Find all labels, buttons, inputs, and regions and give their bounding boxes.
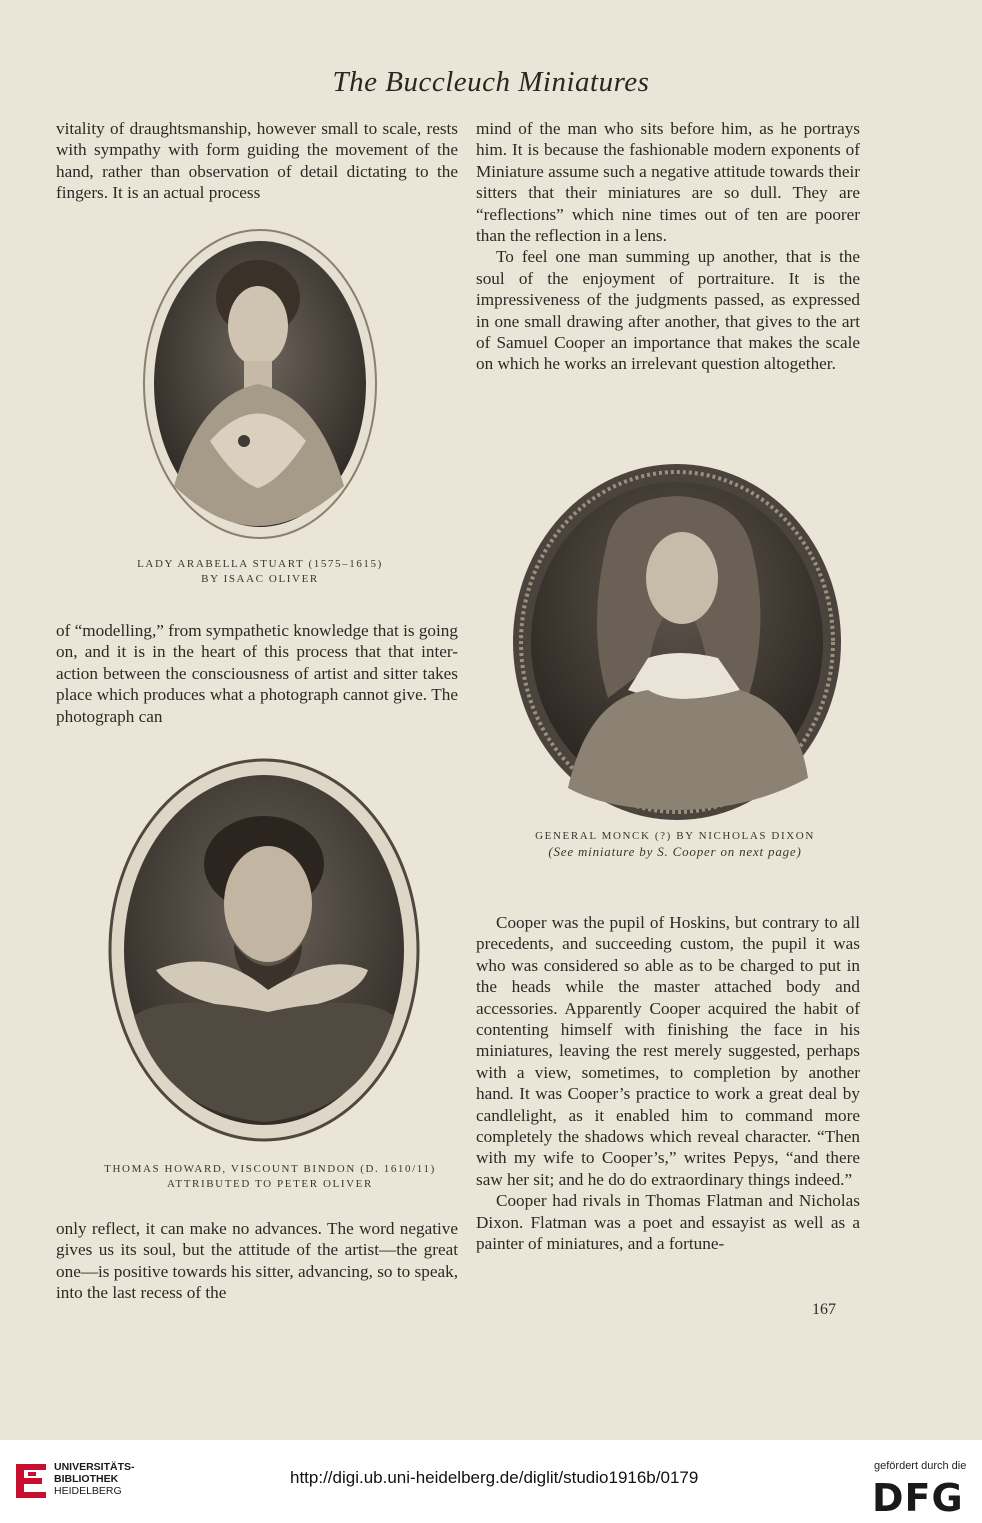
library-name: [54, 1461, 135, 1497]
left-text-block-1: [56, 118, 458, 204]
library-name-line-2: BIBLIOTHEK: [54, 1473, 119, 1485]
portrait-thomas-howard: [106, 756, 422, 1148]
right-text-block-2: [476, 912, 860, 1255]
portrait-general-monck: [508, 458, 846, 826]
library-name-line-1: UNIVERSITÄTS-: [54, 1461, 135, 1473]
dfg-logo: DFG: [872, 1476, 964, 1520]
caption-monck: [490, 829, 860, 859]
right-text-block-1: [476, 118, 860, 375]
university-library-logo-icon: [12, 1458, 50, 1510]
funder-label: gefördert durch die: [874, 1460, 967, 1472]
running-title: The Buccleuch Miniatures: [332, 66, 650, 98]
caption-howard-line-1: THOMAS HOWARD, VISCOUNT BINDON (D. 1610/11): [104, 1163, 436, 1175]
right-paragraph-3: Cooper was the pupil of Hoskins, but contrary to all precedents, and succeeding custom, the pupil it was who was considered so able as to be charged to put in the heads while the master attached body and accessories. Apparently Cooper acquired the habit of contenting himself with finishing the face in his miniatures, leaving the rest merely suggested, perhaps with a view, sometimes, to completion by another hand. It was Cooper’s practice to work a great deal by candlelight, as it enabled him to command more completely the shadows which reveal character. “Then with my wife to Cooper’s,” writes Pepys, “and there saw her sit; and he do do extraordinary things indeed.”: [476, 913, 860, 1189]
left-text-block-3: [56, 1218, 458, 1304]
left-text-block-2: [56, 620, 458, 727]
left-paragraph-3: only reflect, it can make no advances. The word negative gives us its soul, but the attitude of the artist—the great one—is positive towards his sitter, advancing, so to speak, into the last recess of the: [56, 1219, 458, 1303]
right-paragraph-4: Cooper had rivals in Thomas Flatman and Nicholas Dixon. Flatman was a poet and essayist as well as a painter of miniatures, and a fortune-: [476, 1191, 860, 1254]
caption-howard: [70, 1162, 470, 1192]
caption-howard-line-2: ATTRIBUTED TO PETER OLIVER: [167, 1178, 373, 1190]
portrait-arabella-stuart: [140, 226, 380, 542]
left-paragraph-1: vitality of draughtsmanship, however small to scale, rests with sympathy with form guiding the movement of the hand, rather than observation of detail dictating to the fingers. It is an actual process: [56, 119, 458, 203]
left-paragraph-2: of “modelling,” from sympathetic knowledge that is going on, and it is in the heart of this process that that inter-action between the consciousness of artist and sitter takes place which produces what a photograph cannot give. The photograph can: [56, 621, 458, 726]
caption-arabella: [100, 557, 420, 587]
caption-arabella-line-2: BY ISAAC OLIVER: [201, 573, 319, 585]
right-paragraph-1: mind of the man who sits before him, as he portrays him. It is because the fashionable modern exponents of Miniature assume such a negative attitude towards their sitters that their miniatures are so dull. They are “reflections” which nine times out of ten are poorer than the reflection in a lens.: [476, 119, 860, 246]
right-paragraph-2: To feel one man summing up another, that is the soul of the enjoyment of portraiture. It is the impressiveness of the judgments passed, as expressed in one small drawing after another, that gives to the art of Samuel Cooper an importance that makes the scale on which he works an irrelevant question altogether.: [476, 247, 860, 374]
source-url[interactable]: http://digi.ub.uni-heidelberg.de/diglit/studio1916b/0179: [290, 1468, 699, 1487]
caption-arabella-line-1: LADY ARABELLA STUART (1575–1615): [137, 558, 383, 570]
page-number: 167: [812, 1301, 836, 1318]
library-name-line-3: HEIDELBERG: [54, 1485, 122, 1497]
caption-monck-line-2: (See miniature by S. Cooper on next page): [548, 844, 802, 859]
caption-monck-line-1: GENERAL MONCK (?) BY NICHOLAS DIXON: [535, 830, 815, 842]
